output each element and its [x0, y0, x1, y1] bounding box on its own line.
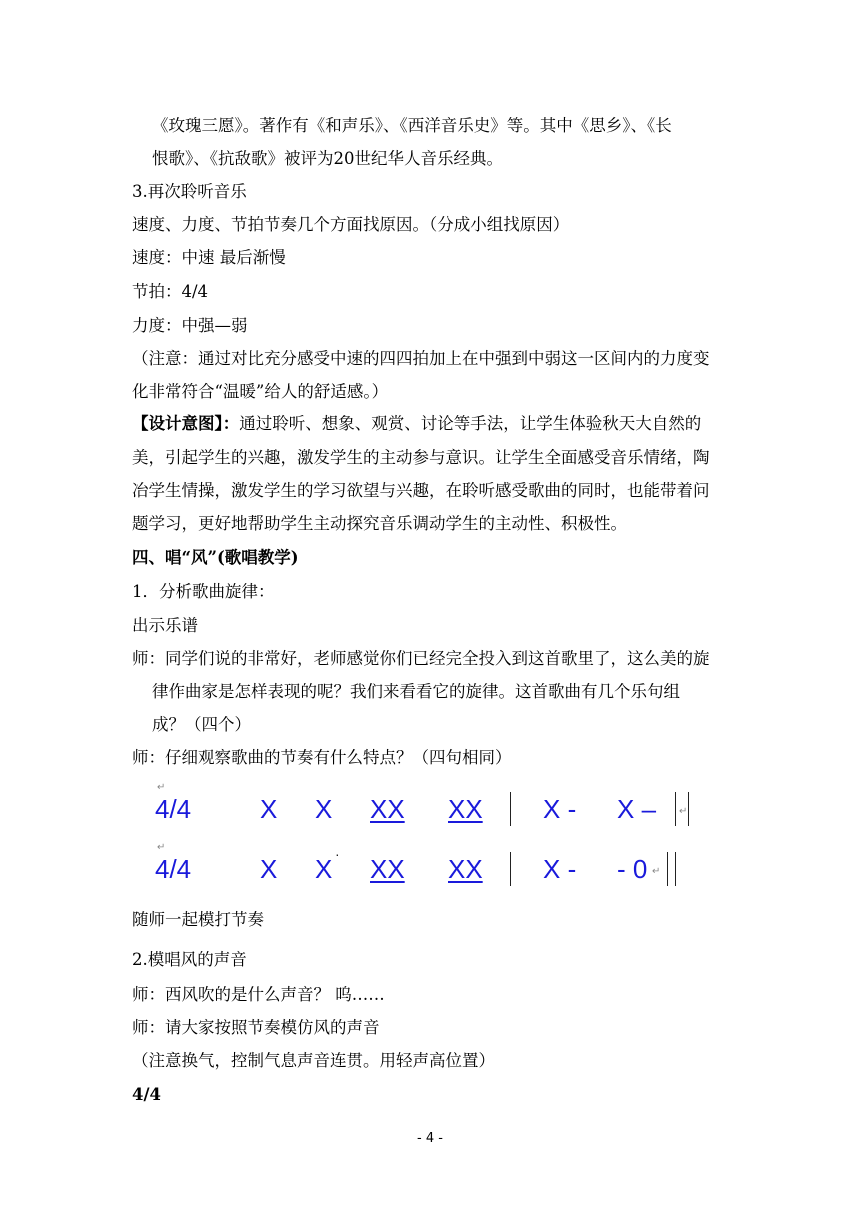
note-pair: XX — [448, 794, 483, 824]
barline — [510, 852, 511, 886]
rhythm-row-2 — [155, 842, 715, 894]
text-line: 3.再次聆听音乐 — [132, 182, 247, 201]
text-line: 力度：中强—弱 — [132, 316, 248, 335]
page-number: - 4 - — [417, 1131, 443, 1146]
text-line: 成？（四个） — [152, 715, 251, 734]
text-line: 律作曲家是怎样表现的呢？我们来看看它的旋律。这首歌曲有几个乐句组 — [152, 682, 680, 701]
design-intent-text: 通过聆听、想象、观赏、讨论等手法，让学生体验秋天大自然的 — [239, 414, 702, 433]
barline — [675, 792, 676, 826]
text-line: 《玫瑰三愿》。著作有《和声乐》、《西洋音乐史》等。其中《思乡》、《长 — [152, 116, 672, 135]
rhythm-row-1 — [155, 782, 715, 834]
meter-text: 4/4 — [132, 1085, 161, 1104]
text-line: 师：请大家按照节奏模仿风的声音 — [132, 1018, 380, 1037]
paragraph-mark: ↵ — [157, 782, 166, 793]
text-line: 速度、力度、节拍节奏几个方面找原因。（分成小组找原因） — [132, 215, 570, 234]
barline — [675, 852, 676, 886]
note: X — [260, 794, 278, 824]
text-line: 师：仔细观察歌曲的节奏有什么特点？（四句相同） — [132, 748, 512, 767]
barline — [688, 792, 689, 826]
text-line: 2.模唱风的声音 — [132, 950, 247, 969]
note: X — [260, 854, 278, 884]
text-line: 节拍：4/4 — [132, 282, 209, 301]
note: X — [315, 854, 333, 884]
meter-label: 4/4 — [155, 854, 192, 884]
meter-label: 4/4 — [155, 794, 192, 824]
design-intent-label: 【设计意图】： — [132, 414, 240, 433]
text-line: （注意换气，控制气息声音连贯。用轻声高位置） — [132, 1051, 495, 1070]
text-line: 美，引起学生的兴趣，激发学生的主动参与意识。让学生全面感受音乐情绪，陶 — [132, 448, 710, 467]
note: X - — [543, 794, 577, 824]
section-heading: 四、唱“风”(歌唱教学) — [132, 548, 299, 567]
note-pair: XX — [370, 794, 405, 824]
note-pair: XX — [370, 854, 405, 884]
text-line: 题学习，更好地帮助学生主动探究音乐调动学生的主动性、积极性。 — [132, 514, 627, 533]
note: X - — [543, 854, 577, 884]
barline — [667, 852, 668, 886]
barline — [510, 792, 511, 826]
paragraph-mark: ↵ — [652, 866, 661, 877]
text-line: （注意：通过对比充分感受中速的四四拍加上在中强到中弱这一区间内的力度变 — [132, 349, 710, 368]
text-line: 师：西风吹的是什么声音？ 呜…… — [132, 985, 385, 1004]
note: - 0 — [617, 854, 648, 884]
text-line: 师：同学们说的非常好，老师感觉你们已经完全投入到这首歌里了，这么美的旋 — [132, 649, 710, 668]
text-line: 出示乐谱 — [132, 616, 198, 635]
paragraph-mark: ↵ — [679, 806, 688, 817]
dot-mark: · — [335, 846, 340, 862]
note: X — [315, 794, 333, 824]
text-line: 冶学生情操，激发学生的学习欲望与兴趣，在聆听感受歌曲的同时，也能带着问 — [132, 481, 710, 500]
text-line: 随师一起模打节奏 — [132, 910, 264, 929]
note: X – — [617, 794, 657, 824]
text-line: 1．分析歌曲旋律： — [132, 582, 275, 601]
text-line: 恨歌》、《抗敌歌》被评为20世纪华人音乐经典。 — [152, 149, 503, 168]
text-line: 化非常符合“温暖”给人的舒适感。） — [132, 382, 389, 401]
text-line: 速度：中速 最后渐慢 — [132, 248, 286, 267]
note-pair: XX — [448, 854, 483, 884]
paragraph-mark: ↵ — [157, 842, 166, 853]
design-intent-line — [132, 412, 701, 436]
